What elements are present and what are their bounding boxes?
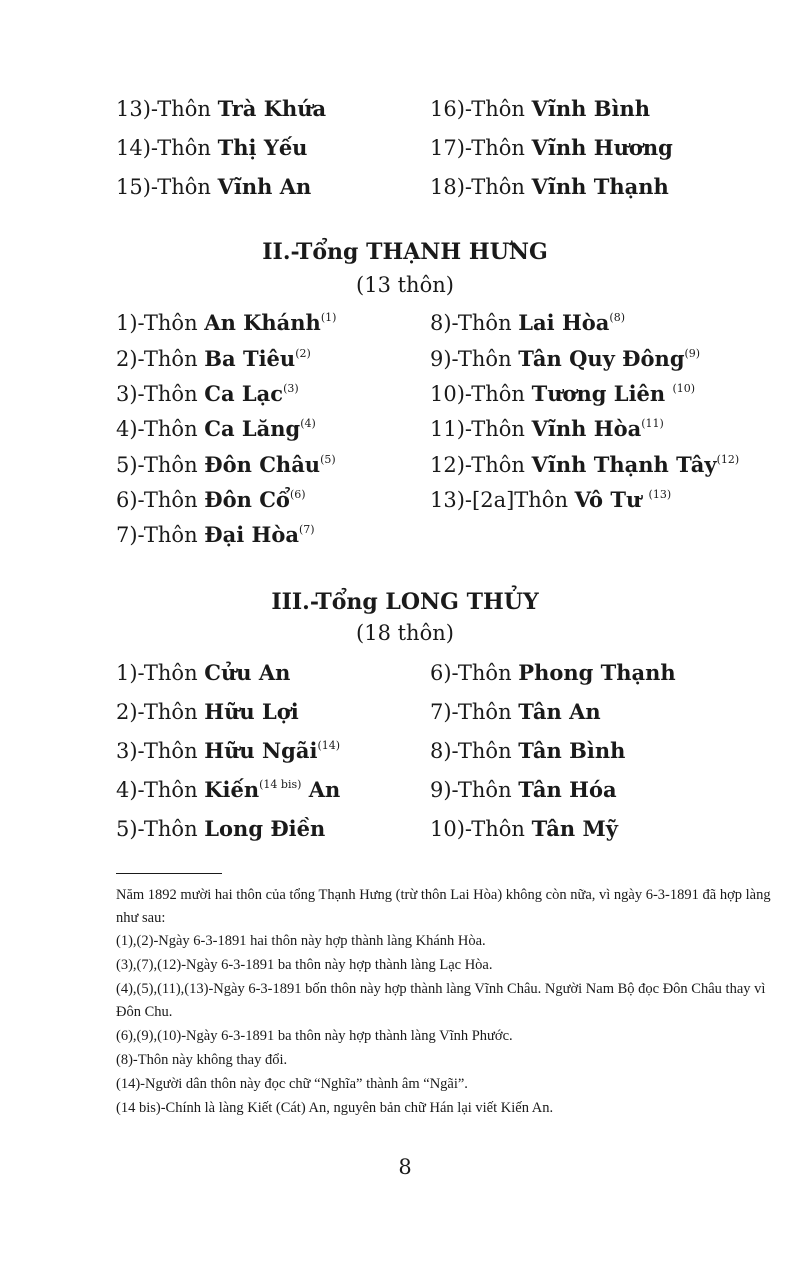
list-item: 15)-Thôn Vĩnh An	[116, 174, 312, 199]
footnote: Năm 1892 mười hai thôn của tổng Thạnh Hưng (trừ thôn Lai Hòa) không còn nữa, vì ngày 6-3-1891 đã hợp làng như sau:	[116, 887, 771, 926]
list-item: 12)-Thôn Vĩnh Thạnh Tây$^{(12)}$	[430, 452, 740, 477]
footnote: (1),(2)-Ngày 6-3-1891 hai thôn này hợp thành làng Khánh Hòa.	[116, 933, 486, 949]
list-item: 6)-Thôn Phong Thạnh	[430, 660, 676, 685]
list-item: 9)-Thôn Tân Quy Đông$^{(9)}$	[430, 346, 701, 371]
section-count: (13 thôn)	[356, 273, 454, 297]
list-item: 18)-Thôn Vĩnh Thạnh	[430, 174, 669, 199]
list-item: 17)-Thôn Vĩnh Hương	[430, 135, 673, 160]
list-item: 11)-Thôn Vĩnh Hòa$^{(11)}$	[430, 416, 664, 441]
list-item: 5)-Thôn Đôn Châu$^{(5)}$	[116, 452, 336, 477]
footnote-divider	[116, 873, 222, 874]
footnote: (6),(9),(10)-Ngày 6-3-1891 ba thôn này hợp thành làng Vĩnh Phước.	[116, 1028, 513, 1044]
list-item: 10)-Thôn Tương Liên $^{(10)}$	[430, 381, 696, 406]
list-item: 1)-Thôn Cửu An	[116, 660, 291, 685]
section-count: (18 thôn)	[356, 621, 454, 645]
list-item: 13)-[2a]Thôn Vô Tư $^{(13)}$	[430, 487, 672, 512]
list-item: 14)-Thôn Thị Yếu	[116, 135, 308, 160]
list-item: 9)-Thôn Tân Hóa	[430, 777, 617, 802]
list-item: 7)-Thôn Đại Hòa$^{(7)}$	[116, 522, 315, 547]
list-item: 1)-Thôn An Khánh$^{(1)}$	[116, 310, 337, 335]
footnote: (14 bis)-Chính là làng Kiết (Cát) An, nguyên bản chữ Hán lại viết Kiến An.	[116, 1100, 554, 1116]
list-item: 7)-Thôn Tân An	[430, 699, 601, 724]
section-heading: III.-Tổng LONG THỦY	[271, 589, 539, 615]
list-item: 3)-Thôn Hữu Ngãi$^{(14)}$	[116, 738, 341, 763]
footnote: (3),(7),(12)-Ngày 6-3-1891 ba thôn này hợp thành làng Lạc Hòa.	[116, 957, 493, 973]
list-item: 8)-Thôn Tân Bình	[430, 738, 626, 763]
footnote: (8)-Thôn này không thay đổi.	[116, 1052, 288, 1068]
list-item: 10)-Thôn Tân Mỹ	[430, 816, 618, 841]
list-item: 16)-Thôn Vĩnh Bình	[430, 96, 651, 121]
list-item: 4)-Thôn Ca Lăng$^{(4)}$	[116, 416, 316, 441]
section-heading: II.-Tổng THẠNH HƯNG	[262, 239, 548, 265]
list-item: 8)-Thôn Lai Hòa$^{(8)}$	[430, 310, 625, 335]
list-item: 5)-Thôn Long Điền	[116, 816, 326, 841]
footnote: (4),(5),(11),(13)-Ngày 6-3-1891 bốn thôn này hợp thành làng Vĩnh Châu. Người Nam Bộ đọc Đôn Châu thay vì Đôn Chu.	[116, 981, 766, 1020]
list-item: 3)-Thôn Ca Lạc$^{(3)}$	[116, 381, 299, 406]
list-item: 6)-Thôn Đôn Cổ$^{(6)}$	[116, 487, 306, 512]
list-item: 2)-Thôn Hữu Lợi	[116, 699, 299, 724]
list-item: 2)-Thôn Ba Tiêu$^{(2)}$	[116, 346, 311, 371]
footnote: (14)-Người dân thôn này đọc chữ “Nghĩa” thành âm “Ngãi”.	[116, 1076, 468, 1092]
list-item: 13)-Thôn Trà Khứa	[116, 96, 327, 121]
page-number: 8	[398, 1155, 412, 1179]
list-item: 4)-Thôn Kiến$^{(14 bis)}$ An	[116, 777, 341, 802]
